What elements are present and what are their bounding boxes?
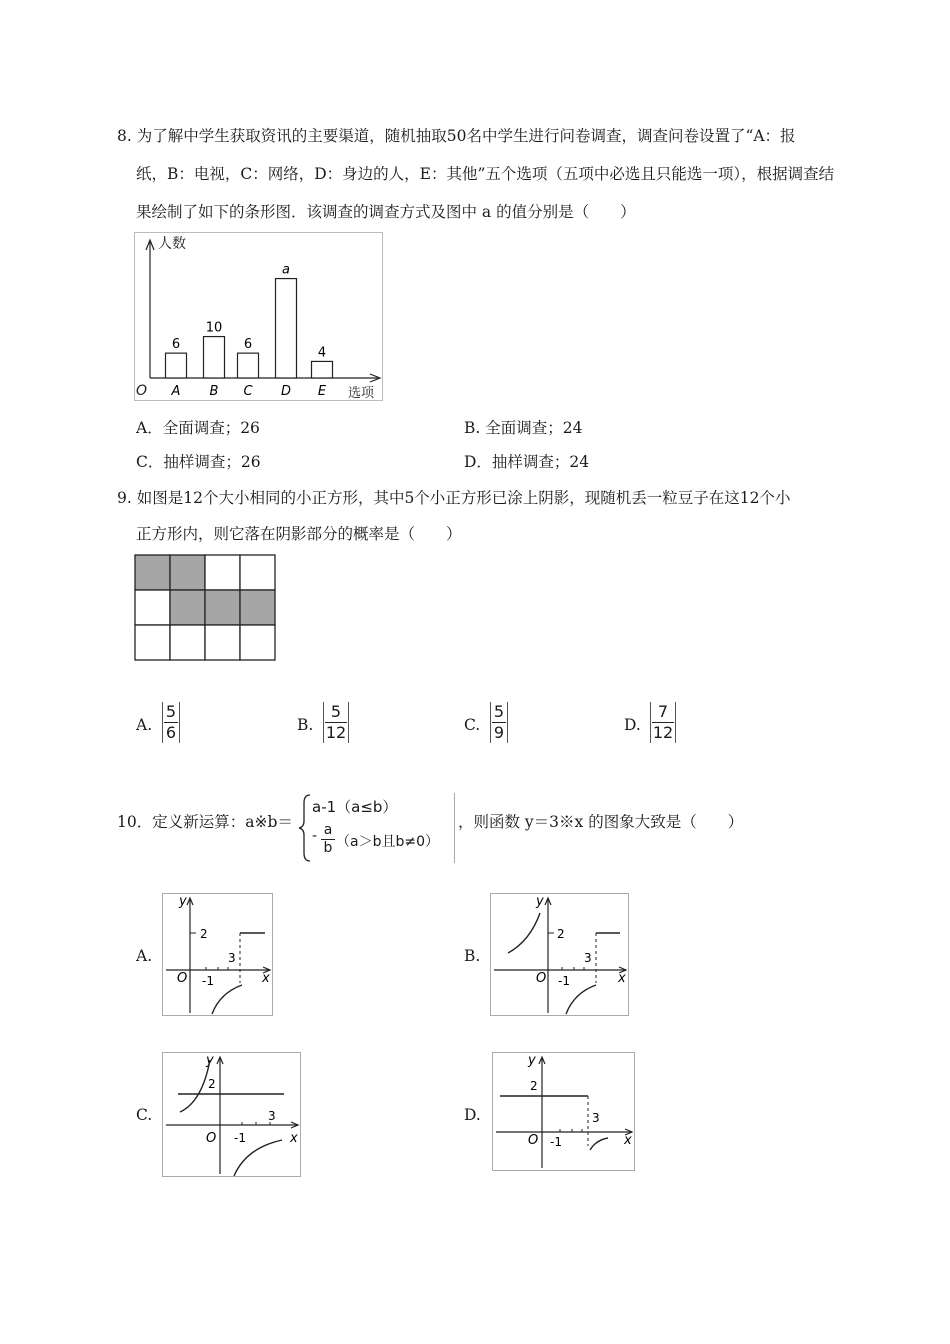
grid-cell-r0-c2 <box>205 555 240 590</box>
bar-label-A: 6 <box>171 337 181 353</box>
q10-graph-c[interactable] <box>162 1052 302 1178</box>
tick-label-C: C <box>243 384 253 399</box>
case-2-condition: （a＞b且b≠0） <box>336 834 439 850</box>
tick-3: 3 <box>228 951 236 965</box>
q10-graph-b[interactable] <box>490 893 630 1017</box>
x-axis-label: 选项 <box>348 386 375 401</box>
tick-2: 2 <box>530 1079 538 1093</box>
option-letter: D. <box>624 716 641 734</box>
numerator: 5 <box>330 702 342 721</box>
case-2-numerator: a <box>323 822 333 838</box>
tick-label-B: B <box>209 384 219 399</box>
minus-sign: - <box>312 828 318 844</box>
q10-option-b-letter[interactable]: B. <box>464 947 481 965</box>
grid-cell-r1-c1 <box>170 590 205 625</box>
q10-piecewise-definition <box>298 793 458 863</box>
bar-label-C: 6 <box>243 337 253 353</box>
tick-2: 2 <box>200 927 208 941</box>
origin: O <box>536 971 547 986</box>
q10-stem-suffix: ，则函数 y＝3※x 的图象大致是（ ） <box>458 813 744 831</box>
y-axis-label: 人数 <box>158 236 186 252</box>
numerator: 5 <box>165 702 177 721</box>
tick-neg1: -1 <box>234 1131 246 1145</box>
grid-cell-r1-c3 <box>240 590 275 625</box>
tick-label-E: E <box>317 384 327 399</box>
q9-stem-line2: 正方形内，则它落在阴影部分的概率是（ ） <box>136 525 462 543</box>
fraction <box>650 702 676 743</box>
x-label: x <box>290 1131 298 1146</box>
q8-option-c[interactable]: C．抽样调查；26 <box>136 453 261 471</box>
option-letter: B. <box>297 716 314 734</box>
grid-cell-r0-c1 <box>170 555 205 590</box>
q10-graph-a[interactable] <box>162 893 274 1017</box>
option-letter: C. <box>464 716 481 734</box>
y-label: y <box>528 1053 536 1068</box>
case-2-denominator: b <box>323 840 333 856</box>
denominator: 12 <box>325 723 347 742</box>
bar-D <box>276 279 297 378</box>
grid-cell-r2-c1 <box>170 625 205 660</box>
grid-cell-r2-c2 <box>205 625 240 660</box>
bar-E <box>312 361 333 378</box>
grid-cell-r0-c0 <box>135 555 170 590</box>
numerator: 7 <box>657 702 669 721</box>
tick-label-A: A <box>171 384 181 399</box>
denominator: 12 <box>652 723 674 742</box>
denominator: 9 <box>493 723 505 742</box>
q8-option-d[interactable]: D．抽样调查；24 <box>464 453 590 471</box>
bar-label-E: 4 <box>317 345 327 361</box>
y-label: y <box>179 894 187 909</box>
q8-option-b[interactable]: B. 全面调查；24 <box>464 419 583 437</box>
q10-graph-d[interactable] <box>492 1052 636 1172</box>
tick-3: 3 <box>592 1111 600 1125</box>
tick-label-D: D <box>280 384 292 399</box>
q8-option-a[interactable]: A．全面调查；26 <box>136 419 260 437</box>
tick-3: 3 <box>584 951 592 965</box>
tick-2: 2 <box>557 927 565 941</box>
q8-stem-line2: 纸，B：电视，C：网络，D：身边的人，E：其他”五个选项（五项中必选且只能选一项），根据调查结 <box>136 165 835 183</box>
tick-neg1: -1 <box>550 1135 562 1149</box>
origin: O <box>177 971 188 986</box>
case-1: a-1（a≤b） <box>312 798 398 816</box>
grid-cell-r0-c3 <box>240 555 275 590</box>
y-label: y <box>206 1053 214 1068</box>
tick-2: 2 <box>208 1077 216 1091</box>
bar-label-D: a <box>282 262 290 278</box>
x-label: x <box>624 1133 632 1148</box>
grid-cell-r2-c3 <box>240 625 275 660</box>
origin-label: O <box>136 383 148 399</box>
option-letter: A. <box>136 716 153 734</box>
q9-stem-line1: 9. 如图是12个大小相同的小正方形，其中5个小正方形已涂上阴影，现随机丢一粒豆子在这12个小 <box>117 489 791 507</box>
grid-cell-r1-c2 <box>205 590 240 625</box>
x-label: x <box>262 971 270 986</box>
bar-A <box>166 353 187 378</box>
q8-stem-line3: 果绘制了如下的条形图．该调查的调查方式及图中 a 的值分别是（ ） <box>136 203 636 221</box>
fraction <box>490 702 508 743</box>
bar-C <box>238 353 259 378</box>
left-brace <box>298 793 312 863</box>
q10-option-c-letter[interactable]: C. <box>136 1106 153 1124</box>
q10-option-a-letter[interactable]: A. <box>136 947 153 965</box>
origin: O <box>528 1133 539 1148</box>
origin: O <box>206 1131 217 1146</box>
tick-3: 3 <box>268 1109 276 1123</box>
tick-neg1: -1 <box>202 974 214 988</box>
bar-B <box>204 337 225 378</box>
q10-option-d-letter[interactable]: D. <box>464 1106 481 1124</box>
q9-square-grid <box>134 554 280 664</box>
bar-label-B: 10 <box>205 320 223 336</box>
x-label: x <box>618 971 626 986</box>
q8-stem-line1: 8. 为了解中学生获取资讯的主要渠道，随机抽取50名中学生进行问卷调查，调查问卷设置了“A：报 <box>117 127 796 145</box>
y-label: y <box>536 894 544 909</box>
numerator: 5 <box>493 702 505 721</box>
q8-bar-chart <box>134 232 384 402</box>
grid-cell-r2-c0 <box>135 625 170 660</box>
q10-stem-prefix: 10．定义新运算：a※b＝ <box>117 813 293 831</box>
box-edge <box>454 793 455 863</box>
fraction <box>323 702 349 743</box>
fraction <box>162 702 180 743</box>
grid-cell-r1-c0 <box>135 590 170 625</box>
denominator: 6 <box>165 723 177 742</box>
tick-neg1: -1 <box>558 974 570 988</box>
